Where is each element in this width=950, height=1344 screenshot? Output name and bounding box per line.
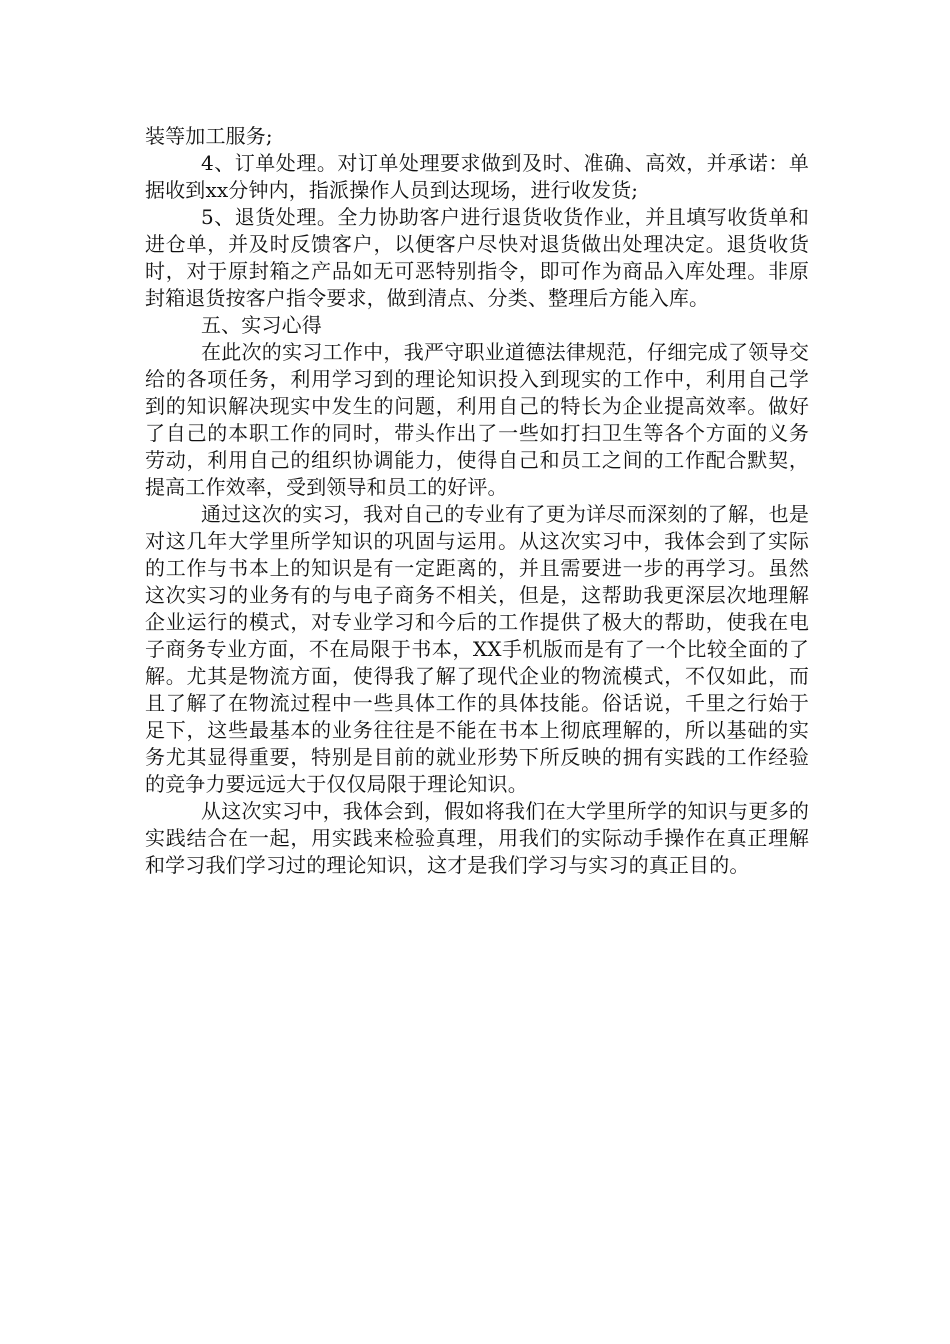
paragraph-returns-processing: 5、退货处理。全力协助客户进行退货收货作业，并且填写收货单和进仓单，并及时反馈客户，以便客户尽快对退货做出处理决定。退货收货时，对于原封箱之产品如无可恶特别指令，即可作为商品入库处理。非原封箱退货按客户指令要求，做到清点、分类、整理后方能入库。: [145, 205, 809, 310]
paragraph-professional-understanding: 通过这次的实习，我对自己的专业有了更为详尽而深刻的了解，也是对这几年大学里所学知识的巩固与运用。从这次实习中，我体会到了实际的工作与书本上的知识是有一定距离的，并且需要进一步的再学习。虽然这次实习的业务有的与电子商务不相关，但是，这帮助我更深层次地理解企业运行的模式，对专业学习和今后的工作提供了极大的帮助，使我在电子商务专业方面，不在局限于书本，XX手机版而是有了一个比较全面的了解。尤其是物流方面，使得我了解了现代企业的物流模式，不仅如此，而且了解了在物流过程中一些具体工作的具体技能。俗话说，千里之行始于足下，这些最基本的业务往往是不能在书本上彻底理解的，所以基础的实务尤其显得重要，特别是目前的就业形势下所反映的拥有实践的工作经验的竞争力要远远大于仅仅局限于理论知识。: [145, 502, 809, 796]
paragraph-order-processing: 4、订单处理。对订单处理要求做到及时、准确、高效，并承诺：单据收到xx分钟内，指派操作人员到达现场，进行收发货;: [145, 151, 809, 202]
document-body: [145, 123, 809, 879]
paragraph-continuation: 装等加工服务;: [145, 124, 273, 148]
paragraph-work-performance: 在此次的实习工作中，我严守职业道德法律规范，仔细完成了领导交给的各项任务，利用学习到的理论知识投入到现实的工作中，利用自己学到的知识解决现实中发生的问题，利用自己的特长为企业提高效率。做好了自己的本职工作的同时，带头作出了一些如打扫卫生等各个方面的义务劳动，利用自己的组织协调能力，使得自己和员工之间的工作配合默契，提高工作效率，受到领导和员工的好评。: [145, 340, 809, 499]
paragraph-conclusion: 从这次实习中，我体会到，假如将我们在大学里所学的知识与更多的实践结合在一起，用实践来检验真理，用我们的实际动手操作在真正理解和学习我们学习过的理论知识，这才是我们学习与实习的真正目的。: [145, 799, 809, 877]
section-heading-internship-reflections: 五、实习心得: [201, 313, 322, 337]
